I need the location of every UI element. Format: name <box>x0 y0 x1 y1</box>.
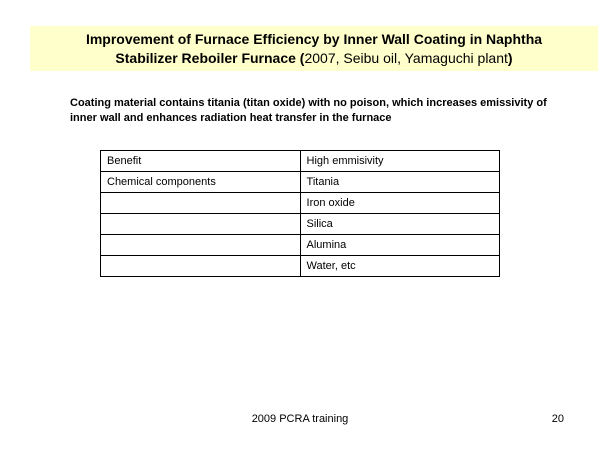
title-close-paren: ) <box>507 50 513 66</box>
table-cell: Silica <box>300 214 499 235</box>
title-bold-part-1: Improvement of Furnace Efficiency by Inner Wall Coating in Naphtha <box>85 31 543 47</box>
title-bold-part-2: Stabilizer Reboiler Furnace ( <box>115 50 305 66</box>
footer-label: 2009 PCRA training <box>251 413 349 425</box>
table-cell: High emmisivity <box>300 151 499 172</box>
title-normal-part: 2007, Seibu oil, Yamaguchi plant <box>304 50 508 66</box>
slide-title-line-1 <box>30 30 598 49</box>
table-row <box>101 151 500 172</box>
table-cell: Benefit <box>101 151 301 172</box>
table-row <box>101 214 500 235</box>
slide-title <box>30 26 598 71</box>
table-row <box>101 193 500 214</box>
table-cell <box>101 256 301 277</box>
intro-paragraph: Coating material contains titania (titan oxide) with no poison, which increases emissivity of inner wall and enhances radiation heat transfer in the furnace <box>70 97 547 124</box>
table-row <box>101 235 500 256</box>
table-cell: Water, etc <box>300 256 499 277</box>
page-number: 20 <box>551 413 564 425</box>
slide-title-line-2 <box>30 49 598 68</box>
table-cell: Titania <box>300 172 499 193</box>
table-row <box>101 172 500 193</box>
table-cell: Alumina <box>300 235 499 256</box>
table-cell <box>101 193 301 214</box>
table-cell <box>101 235 301 256</box>
table-cell: Iron oxide <box>300 193 499 214</box>
table-cell: Chemical components <box>101 172 301 193</box>
benefit-table <box>100 150 500 277</box>
table-row <box>101 256 500 277</box>
table-cell <box>101 214 301 235</box>
